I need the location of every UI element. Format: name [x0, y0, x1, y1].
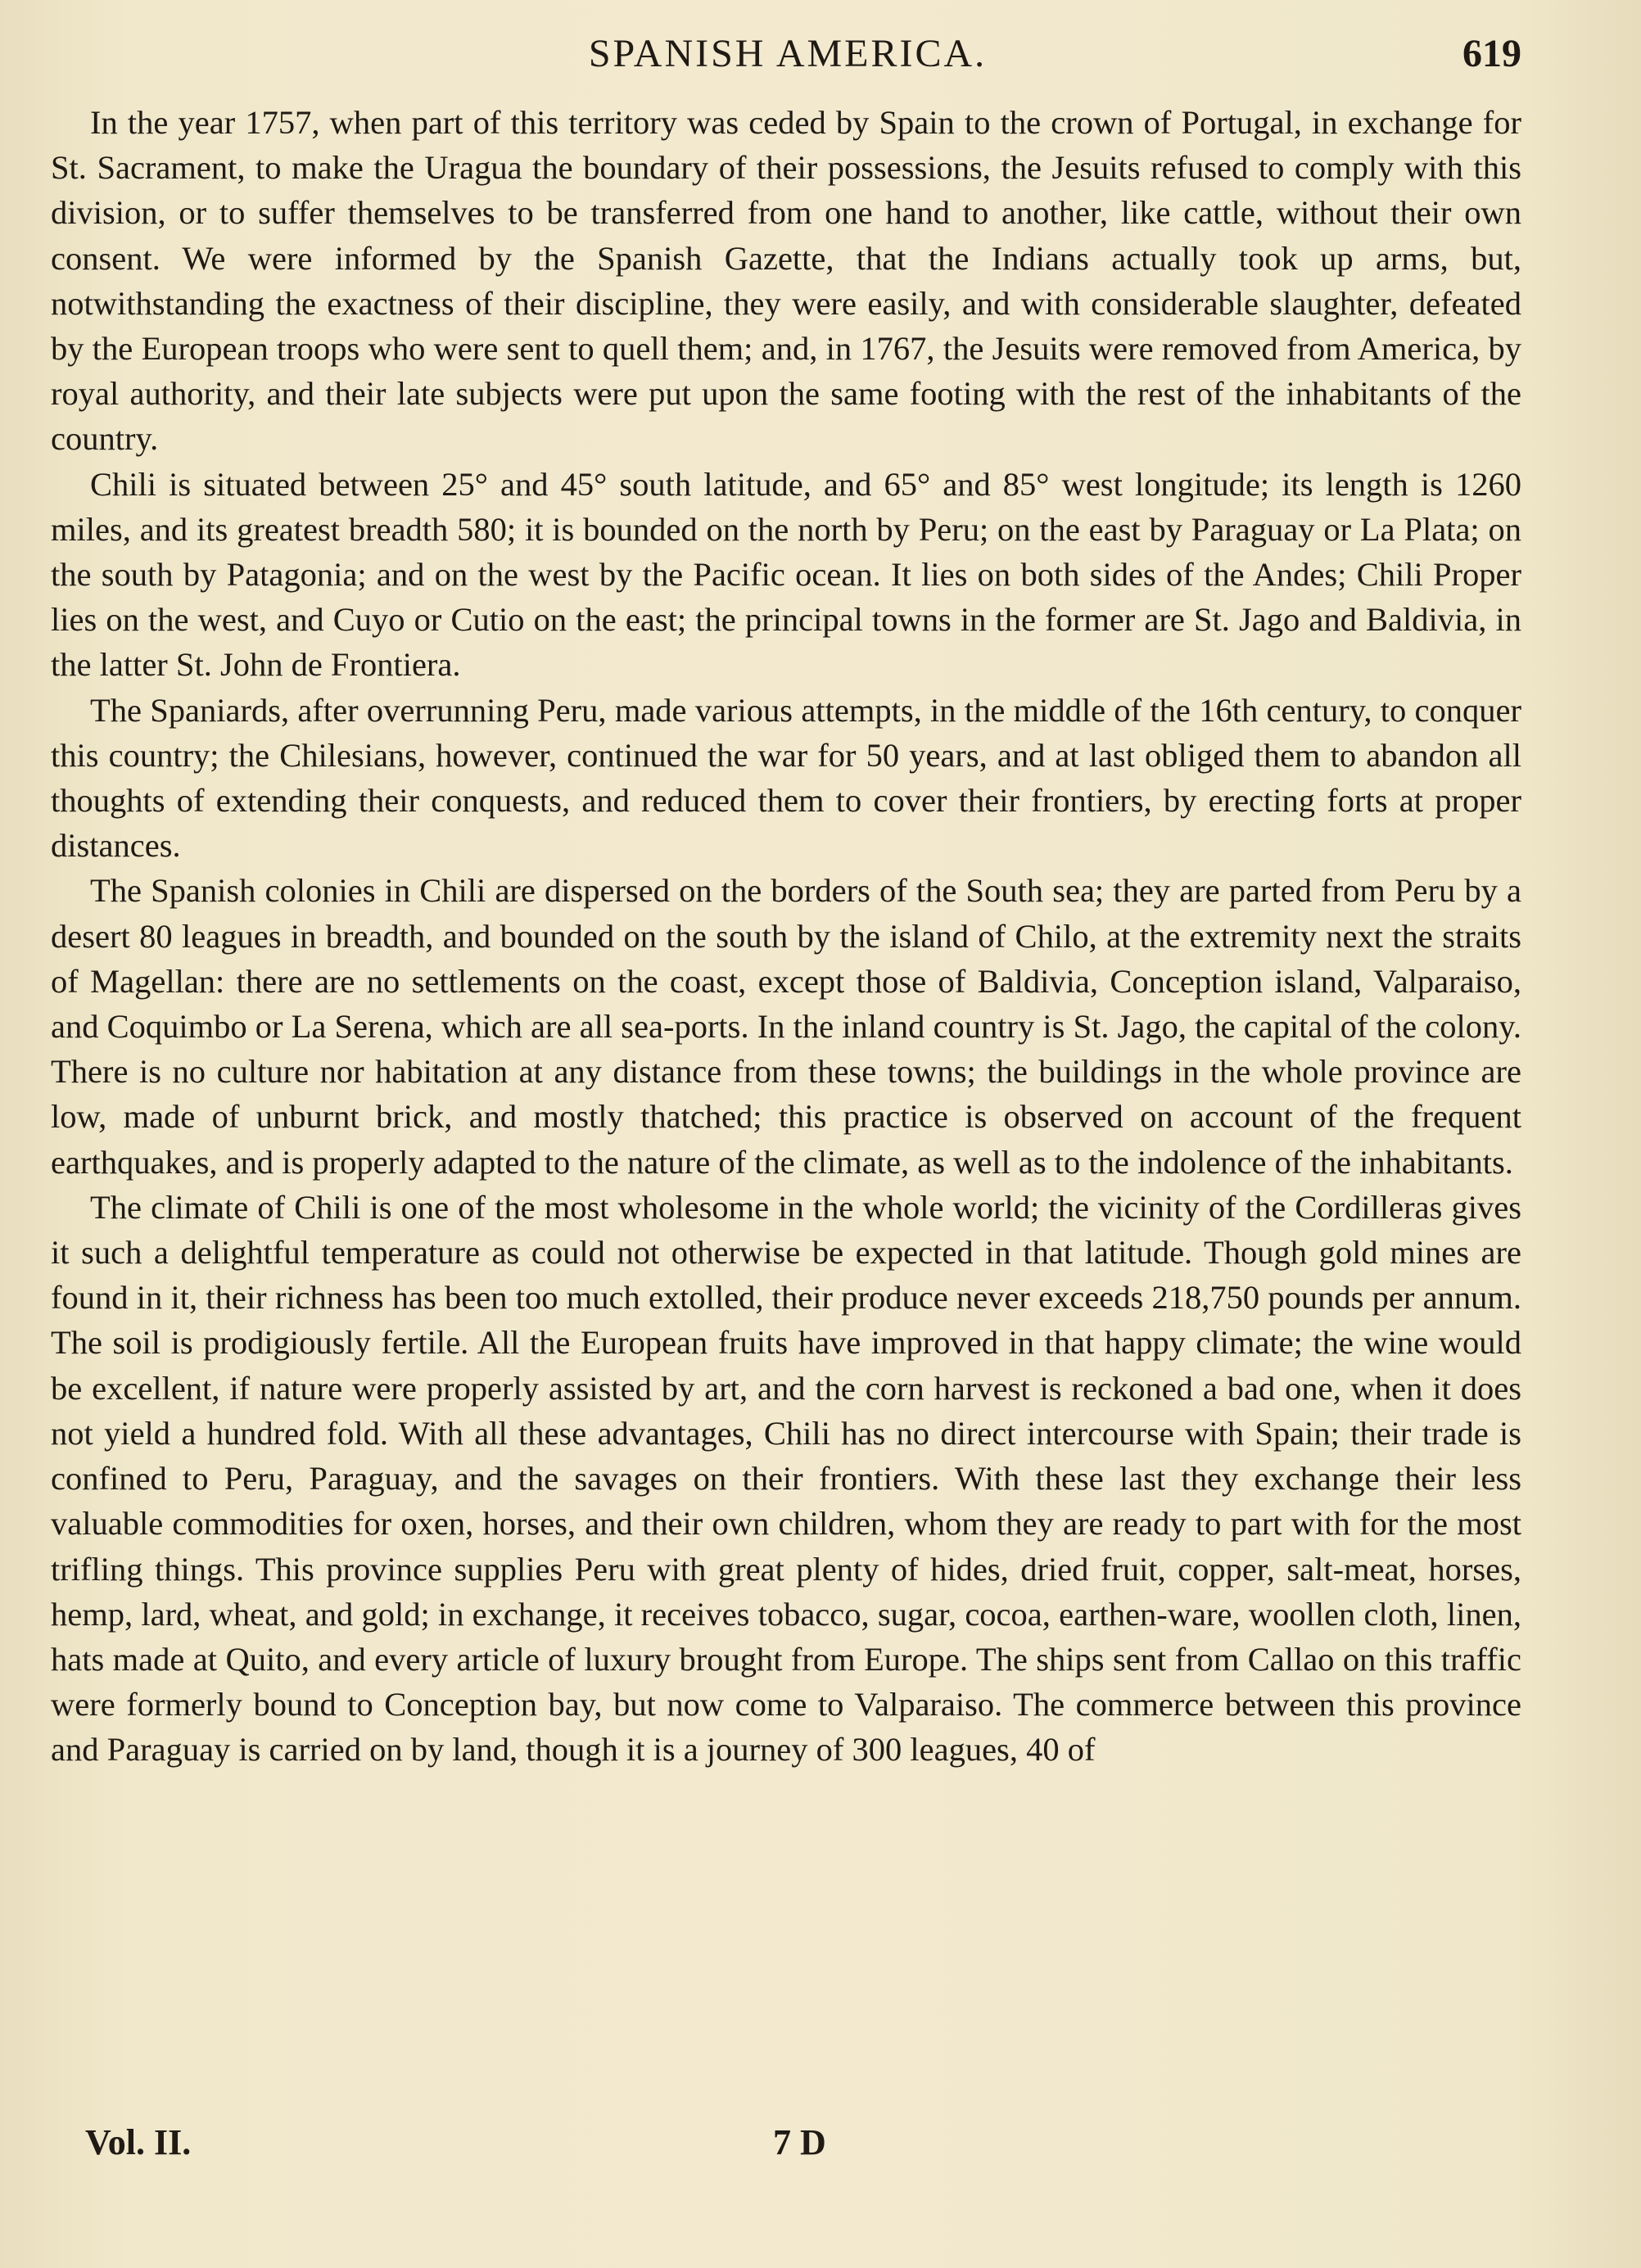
paragraph-climate-trade: The climate of Chili is one of the most wholesome in the whole world; the vicinity of the Cordilleras gives it such a delightful temperature as could not otherwise be expected in that latitude. Though gold mines are found in it, their richness has been too much extolled, their produce never exceeds 218,750 pounds per annum. The soil is prodigiously fertile. All the European fruits have improved in that happy climate; the wine would be excellent, if nature were properly assisted by art, and the corn harvest is reckoned a bad one, when it does not yield a hundred fold. With all these advantages, Chili has no direct intercourse with Spain; their trade is confined to Peru, Paraguay, and the savages on their frontiers. With these last they exchange their less valuable commodities for oxen, horses, and their own children, whom they are ready to part with for the most trifling things. This province supplies Peru with great plenty of hides, dried fruit, copper, salt-meat, horses, hemp, lard, wheat, and gold; in exchange, it receives tobacco, sugar, cocoa, earthen-ware, woollen cloth, linen, hats made at Quito, and every article of luxury brought from Europe. The ships sent from Callao on this traffic were formerly bound to Conception bay, but now come to Valparaiso. The commerce between this province and Paraguay is carried on by land, though it is a journey of 300 leagues, 40 of [51, 1188, 1521, 1769]
paragraph-chili-geography: Chili is situated between 25° and 45° south latitude, and 65° and 85° west longitude; its length is 1260 miles, and its greatest breadth 580; it is bounded on the north by Peru; on the east by Paraguay or La Plata; on the south by Patagonia; and on the west by the Pacific ocean. It lies on both sides of the Andes; Chili Proper lies on the west, and Cuyo or Cutio on the east; the principal towns in the former are St. Jago and Baldivia, in the latter St. John de Frontiera. [51, 465, 1521, 684]
signature-mark: 7 D [773, 2122, 826, 2162]
page-number: 619 [1462, 32, 1521, 75]
paragraph-spanish-conquest: The Spaniards, after overrunning Peru, made various attempts, in the middle of the 16th century, to conquer this country; the Chilesians, however, continued the war for 50 years, and at last obliged them to abandon all thoughts of extending their conquests, and reduced them to cover their frontiers, by erecting forts at proper distances. [51, 691, 1521, 865]
body-text [51, 100, 1521, 1773]
page-header [54, 31, 1521, 88]
running-head: SPANISH AMERICA. [588, 32, 988, 75]
page-footer [85, 2121, 1395, 2171]
paragraph-spanish-colonies: The Spanish colonies in Chili are dispersed on the borders of the South sea; they are parted from Peru by a desert 80 leagues in breadth, and bounded on the south by the island of Chilo, at the extremity next the straits of Magellan: there are no settlements on the coast, except those of Baldivia, Conception island, Valparaiso, and Coquimbo or La Serena, which are all sea-ports. In the inland country is St. Jago, the capital of the colony. There is no culture nor habitation at any distance from these towns; the buildings in the whole province are low, made of unburnt brick, and mostly thatched; this practice is observed on account of the frequent earthquakes, and is properly adapted to the nature of the climate, as well as to the indolence of the inhabitants. [51, 872, 1521, 1181]
paragraph-jesuits: In the year 1757, when part of this territory was ceded by Spain to the crown of Portugal, in exchange for St. Sacrament, to make the Uragua the boundary of their possessions, the Jesuits refused to comply with this division, or to suffer themselves to be transferred from one hand to another, like cattle, without their own consent. We were informed by the Spanish Gazette, that the Indians actually took up arms, but, notwithstanding the exactness of their discipline, they were easily, and with considerable slaughter, defeated by the European troops who were sent to quell them; and, in 1767, the Jesuits were removed from America, by royal authority, and their late subjects were put upon the same footing with the rest of the inhabitants of the country. [51, 104, 1521, 458]
volume-label: Vol. II. [85, 2122, 192, 2162]
